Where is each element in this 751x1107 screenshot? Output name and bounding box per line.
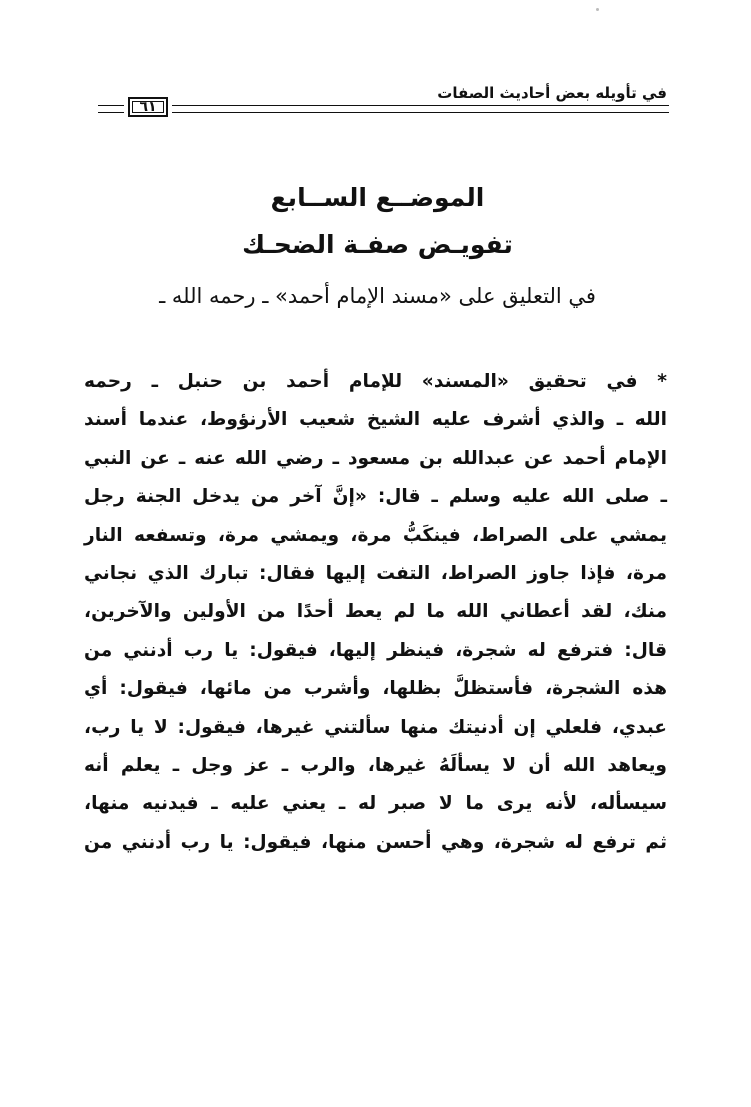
body-line: * في تحقيق «المسند» للإمام أحمد بن حنبل ـ رحمه (84, 371, 667, 392)
scan-speck (596, 8, 599, 11)
section-context: في التعليق على «مسند الإمام أحمد» ـ رحمه الله ـ (159, 284, 596, 308)
header-rule (172, 105, 669, 106)
body-line: الله ـ والذي أشرف عليه الشيخ شعيب الأرنؤوط، عندما أسند (84, 409, 667, 431)
body-line: ويعاهد الله أن لا يسألَهُ غيرها، والرب ـ عز وجل ـ يعلم أنه (84, 754, 667, 776)
section-title: الموضــع الســابع (270, 183, 485, 212)
body-line: قال: فترفع له شجرة، فينظر إليها، فيقول: يا رب أدنني من (84, 639, 667, 661)
body-line: يمشي على الصراط، فينكَبُّ مرة، ويمشي مرة، وتسفعه النار (84, 524, 667, 546)
header-rule (172, 112, 669, 113)
body-line: الإمام أحمد عن عبدالله بن مسعود ـ رضي الله عنه ـ عن النبي (84, 447, 667, 469)
page-number-frame (128, 97, 168, 117)
page-number: ٦١ (139, 99, 157, 115)
body-line: عبدي، فلعلي إن أدنيتك منها سألتني غيرها، فيقول: لا يا رب، (84, 716, 667, 738)
running-header-title: في تأويله بعض أحاديث الصفات (437, 84, 667, 102)
body-line: ثم ترفع له شجرة، وهي أحسن منها، فيقول: يا رب أدنني من (84, 831, 667, 853)
body-line: سيسأله، لأنه يرى ما لا صبر له ـ يعني عليه ـ فيدنيه منها، (84, 793, 667, 815)
section-subtitle: تفويـض صفـة الضحـك (242, 230, 513, 259)
body-line: هذه الشجرة، فأستظلَّ بظلها، وأشرب من مائها، فيقول: أي (84, 678, 667, 700)
body-text (84, 363, 667, 862)
header-rule (98, 105, 124, 106)
body-line: منك، لقد أعطاني الله ما لم يعط أحدًا من الأولين والآخرين، (84, 601, 667, 623)
body-line: ـ صلى الله عليه وسلم ـ قال: «إنَّ آخر من يدخل الجنة رجل (84, 486, 667, 508)
body-line: مرة، فإذا جاوز الصراط، التفت إليها فقال: تبارك الذي نجاني (84, 562, 667, 584)
header-rule (98, 112, 124, 113)
